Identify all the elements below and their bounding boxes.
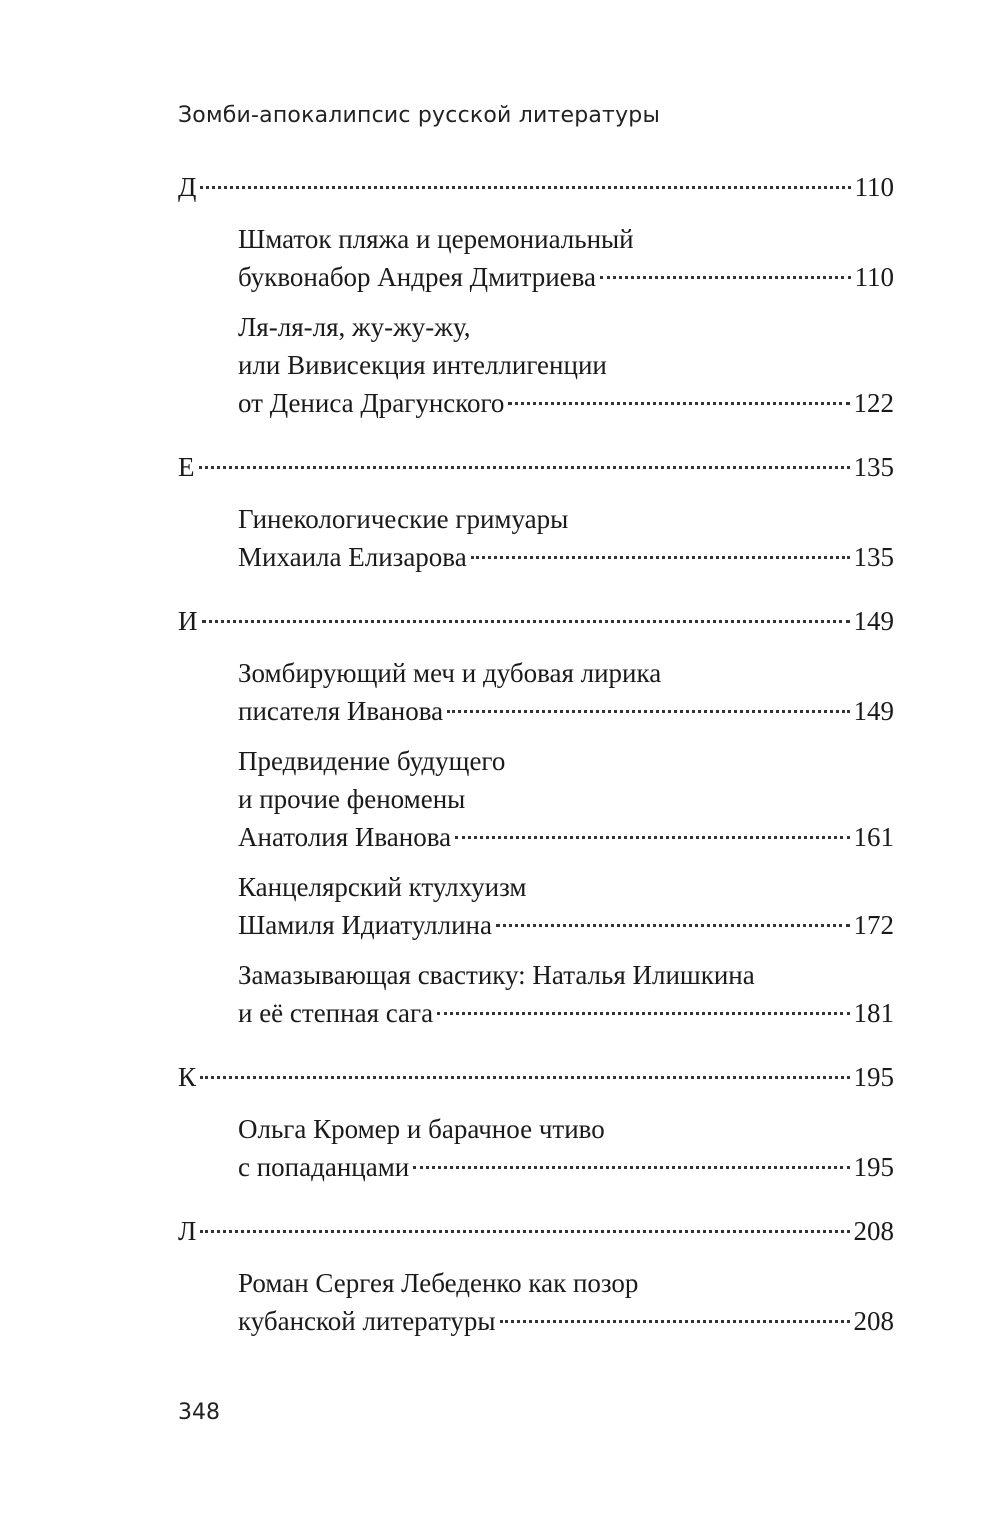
section-letter-line (178, 448, 894, 486)
entry-title-line: Предвидение будущего (238, 746, 506, 776)
toc-entry[interactable] (238, 868, 894, 944)
entry-title-line: Канцелярский ктулхуизм (238, 872, 527, 902)
page-number-ref: 149 (853, 696, 894, 726)
entry-list (178, 500, 894, 576)
toc-entry[interactable] (238, 500, 894, 576)
entry-last-line (238, 384, 894, 422)
dot-leader (508, 402, 849, 405)
section-letter-text: И (178, 606, 198, 636)
section-letter-text: Д (178, 172, 197, 202)
entry-title-line: Ля-ля-ля, жу-жу-жу, (238, 312, 471, 342)
toc-entry[interactable] (238, 308, 894, 422)
dot-leader (496, 924, 850, 927)
page-number-ref: 195 (853, 1152, 894, 1182)
page-number-ref: 110 (854, 172, 894, 202)
entry-last-line (238, 692, 894, 730)
entry-list (178, 220, 894, 422)
toc-section (178, 1212, 894, 1340)
dot-leader (447, 710, 849, 713)
entry-last-text: писателя Иванова (238, 696, 444, 726)
section-letter-line (178, 168, 894, 206)
page-number-ref: 208 (853, 1216, 894, 1246)
entry-title-line: Замазывающая свастику: Наталья Илишкина (238, 960, 755, 990)
entry-title-line: Гинекологические гримуары (238, 504, 569, 534)
dot-leader (471, 556, 850, 559)
entry-last-line (238, 906, 894, 944)
section-letter-line (178, 602, 894, 640)
dot-leader (455, 836, 849, 839)
entry-last-line (238, 1148, 894, 1186)
entry-title-line: Шматок пляжа и церемониальный (238, 224, 634, 254)
section-letter-text: Л (178, 1216, 197, 1246)
section-letter-text: Е (178, 452, 195, 482)
page-number-ref: 161 (853, 822, 894, 852)
table-of-contents (178, 168, 894, 1340)
entry-last-text: с попаданцами (238, 1152, 410, 1182)
section-letter-line (178, 1212, 894, 1250)
dot-leader (600, 276, 850, 279)
toc-entry[interactable] (238, 956, 894, 1032)
entry-last-text: Шамиля Идиатуллина (238, 910, 492, 940)
entry-title-line: или Вивисекция интеллигенции (238, 350, 607, 380)
toc-section (178, 168, 894, 422)
page-number-ref: 149 (853, 606, 894, 636)
dot-leader (200, 1230, 849, 1233)
page-number-ref: 122 (853, 388, 894, 418)
page-number-ref: 181 (853, 998, 894, 1028)
dot-leader (413, 1166, 849, 1169)
dot-leader (200, 186, 850, 189)
dot-leader (202, 620, 850, 623)
section-letter-text: К (178, 1062, 197, 1092)
entry-list (178, 1110, 894, 1186)
entry-last-line (238, 538, 894, 576)
entry-last-text: от Дениса Драгунского (238, 388, 505, 418)
entry-last-text: Михаила Елизарова (238, 542, 467, 572)
toc-section (178, 1058, 894, 1186)
dot-leader (200, 1076, 849, 1079)
entry-last-text: кубанской литературы (238, 1306, 496, 1336)
page-number-ref: 135 (853, 542, 894, 572)
toc-entry[interactable] (238, 1264, 894, 1340)
page-number: 348 (178, 1400, 220, 1425)
entry-last-line (238, 994, 894, 1032)
page-number-ref: 110 (854, 262, 894, 292)
dot-leader (500, 1320, 850, 1323)
entry-title-line: Ольга Кромер и барачное чтиво (238, 1114, 605, 1144)
running-head: Зомби-апокалипсис русской литературы (178, 103, 661, 128)
page-number-ref: 195 (853, 1062, 894, 1092)
entry-last-line (238, 1302, 894, 1340)
entry-list (178, 1264, 894, 1340)
entry-last-line (238, 258, 894, 296)
entry-last-line (238, 818, 894, 856)
toc-section (178, 448, 894, 576)
toc-entry[interactable] (238, 220, 894, 296)
page-number-ref: 208 (853, 1306, 894, 1336)
dot-leader (199, 466, 850, 469)
page-number-ref: 135 (853, 452, 894, 482)
toc-section (178, 602, 894, 1032)
entry-title-line: Зомбирующий меч и дубовая лирика (238, 658, 662, 688)
page-number-ref: 172 (853, 910, 894, 940)
dot-leader (437, 1012, 849, 1015)
entry-last-text: и её степная сага (238, 998, 434, 1028)
section-letter-line (178, 1058, 894, 1096)
toc-entry[interactable] (238, 742, 894, 856)
toc-entry[interactable] (238, 654, 894, 730)
entry-list (178, 654, 894, 1032)
toc-entry[interactable] (238, 1110, 894, 1186)
entry-title-line: и прочие феномены (238, 784, 466, 814)
entry-last-text: буквонабор Андрея Дмитриева (238, 262, 597, 292)
entry-title-line: Роман Сергея Лебеденко как позор (238, 1268, 639, 1298)
entry-last-text: Анатолия Иванова (238, 822, 452, 852)
